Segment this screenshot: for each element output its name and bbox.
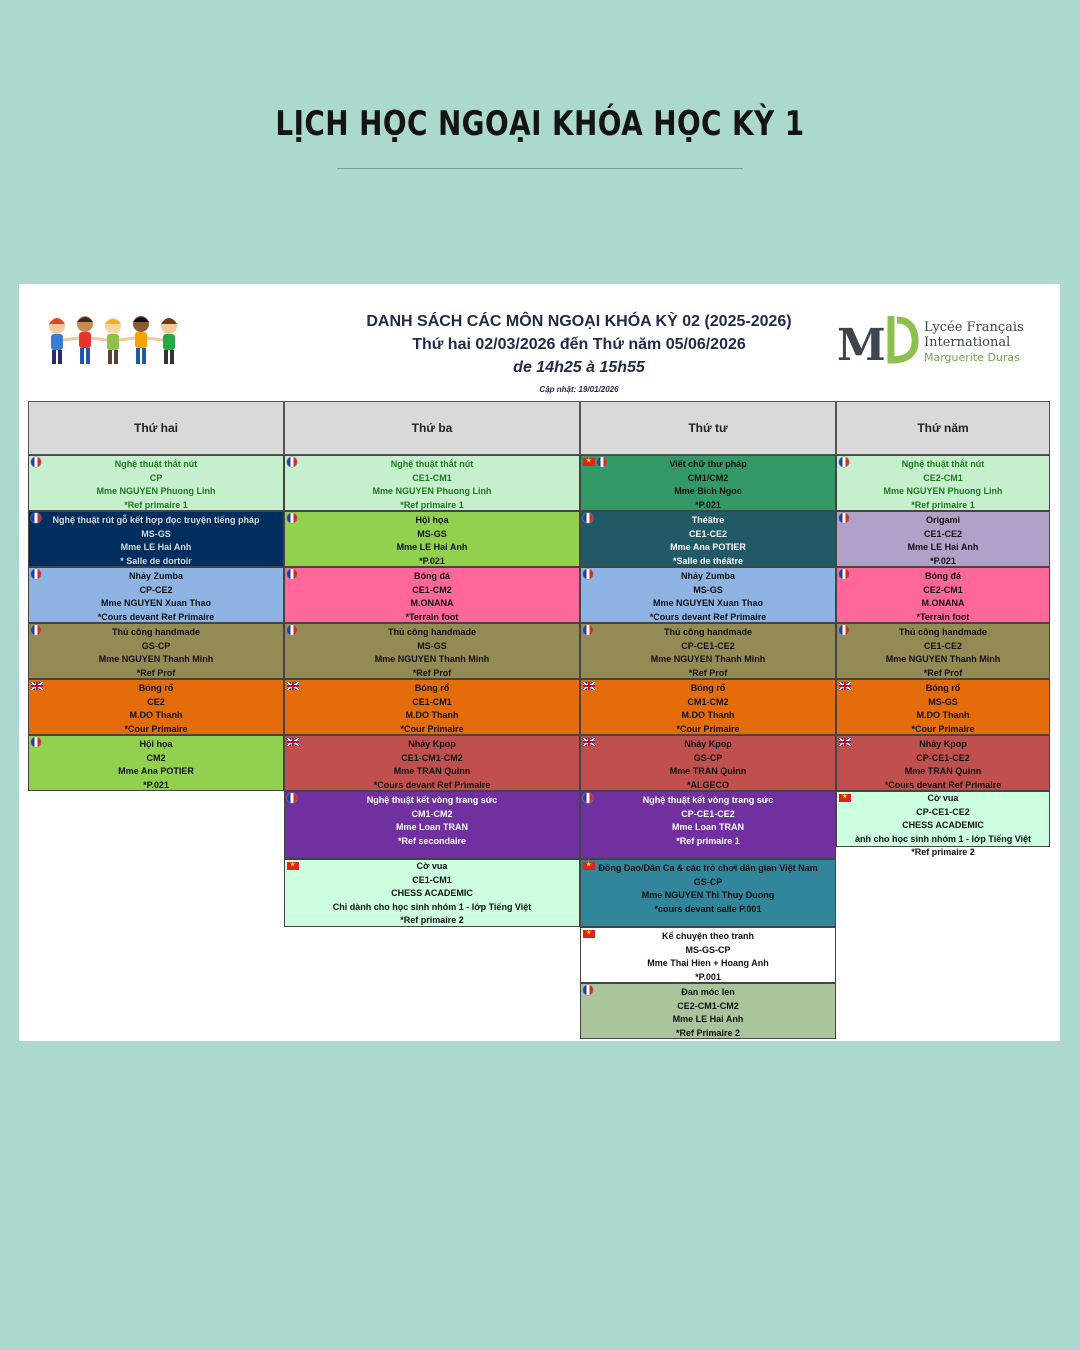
activity-teacher: Mme LE Hai Anh — [672, 1014, 744, 1025]
activity-teacher: ành cho học sinh nhóm 1 - lớp Tiếng Việt — [854, 833, 1032, 844]
activity-location: *Ref Prof — [412, 667, 452, 678]
logo-line-3: Marguerite Duras — [924, 351, 1020, 364]
activity-name: Kể chuyện theo tranh — [661, 931, 754, 941]
activity-teacher: Mme LE Hai Anh — [120, 542, 192, 553]
activity-name: Nhảy Kpop — [919, 739, 967, 749]
activity-teacher: Mme NGUYEN Thanh Minh — [374, 654, 490, 665]
activity-teacher: Mme Bich Ngoc — [674, 486, 742, 497]
activity-teacher: Mme TRAN Quinn — [393, 766, 471, 777]
activity-levels: CP-CE1-CE2 — [681, 808, 735, 819]
activity-teacher: Mme TRAN Quinn — [669, 766, 747, 777]
activity-teacher: Mme NGUYEN Phuong Linh — [883, 486, 1003, 497]
activity-name: Thủ công handmade — [387, 627, 476, 637]
activity-levels: CE1-CM1 — [412, 874, 452, 885]
activity-levels: MS-GS — [693, 584, 723, 595]
flag-fr-icon — [583, 793, 593, 803]
flag-fr-icon — [839, 625, 849, 635]
activity-location: *Ref primaire 1 — [400, 499, 464, 510]
activity-levels: CE2 — [147, 696, 165, 707]
activity-name: Nghệ thuật thắt nút — [114, 459, 198, 469]
activity-levels: MS-GS — [417, 528, 447, 539]
activity-cell — [284, 567, 580, 623]
activity-teacher: M.DO Thanh — [916, 710, 970, 721]
activity-teacher: M.DO Thanh — [129, 710, 183, 721]
activity-name: Cờ vua — [927, 793, 959, 803]
flag-uk-icon — [287, 738, 299, 746]
activity-levels: MS-GS — [141, 528, 171, 539]
activity-location: *Ref primaire 1 — [124, 499, 188, 510]
flag-fr-icon — [31, 737, 41, 747]
flag-fr-icon — [287, 513, 297, 523]
activity-cell — [580, 511, 836, 567]
activity-cell — [284, 679, 580, 735]
day-header: Thứ hai — [28, 401, 284, 455]
activity-levels: MS-GS — [928, 696, 958, 707]
activity-teacher: Mme Loan TRAN — [672, 822, 744, 833]
activity-cell — [28, 511, 284, 567]
flag-fr-icon — [287, 793, 297, 803]
activity-teacher: M.DO Thanh — [405, 710, 459, 721]
flag-fr-icon — [839, 457, 849, 467]
day-header: Thứ ba — [284, 401, 580, 455]
activity-name: Nghệ thuật thắt nút — [390, 459, 474, 469]
activity-levels: CE1-CE2 — [688, 528, 727, 539]
logo-line-1: Lycée Français — [924, 320, 1024, 335]
day-header: Thứ tư — [580, 401, 836, 455]
activity-levels: CE1-CE2 — [923, 528, 962, 539]
activity-location: *P.021 — [930, 555, 956, 566]
activity-name: Nhảy Zumba — [680, 571, 735, 581]
logo-line-2: International — [924, 335, 1011, 350]
activity-name: Nghệ thuật kết vòng trang sức — [642, 795, 774, 805]
activity-location: *ALGECO — [686, 779, 729, 790]
flag-vn-icon — [583, 862, 595, 870]
activity-levels: GS-CP — [141, 640, 171, 651]
activity-location: *Cour Primaire — [911, 723, 975, 734]
flag-fr-icon — [31, 569, 41, 579]
page-title: LỊCH HỌC NGOẠI KHÓA HỌC KỲ 1 — [275, 104, 805, 144]
activity-cell — [836, 567, 1050, 623]
activity-levels: CE1-CM1 — [412, 472, 452, 483]
activity-teacher: Mme TRAN Quinn — [904, 766, 982, 777]
activity-cell — [580, 859, 836, 927]
activity-name: Origami — [925, 515, 960, 525]
activity-name: Thủ công handmade — [111, 627, 200, 637]
flag-fr-icon — [583, 569, 593, 579]
activity-location: *Ref Prof — [688, 667, 728, 678]
activity-levels: MS-GS — [417, 640, 447, 651]
activity-cell — [28, 567, 284, 623]
sheet-updated: Cập nhật: 19/01/2026 — [539, 385, 619, 394]
activity-name: Thủ công handmade — [663, 627, 752, 637]
activity-teacher: Mme Ana POTIER — [670, 542, 746, 553]
activity-cell — [580, 567, 836, 623]
activity-location: * Salle de dortoir — [120, 555, 192, 566]
activity-cell — [284, 791, 580, 859]
activity-name: Bóng rổ — [925, 683, 961, 693]
activity-cell — [284, 859, 580, 927]
activity-name: Nhảy Zumba — [128, 571, 183, 581]
activity-location: *Ref primaire 1 — [676, 835, 740, 846]
activity-cell — [836, 679, 1050, 735]
activity-levels: CE1-CM1-CM2 — [401, 752, 463, 763]
flag-uk-icon — [839, 682, 851, 690]
activity-teacher: Mme NGUYEN Xuan Thao — [100, 598, 211, 609]
activity-location: *Terrain foot — [916, 611, 970, 622]
sheet-dates: Thứ hai 02/03/2026 đến Thứ năm 05/06/2026 — [412, 336, 746, 353]
title-divider — [337, 168, 743, 169]
activity-name: Nhảy Kpop — [408, 739, 456, 749]
activity-cell — [284, 455, 580, 511]
flag-vn-icon — [287, 862, 299, 870]
activity-levels: MS-GS-CP — [685, 944, 731, 955]
flag-fr-icon — [583, 513, 593, 523]
flag-fr-icon — [31, 457, 41, 467]
activity-location: *P.001 — [695, 971, 721, 982]
flag-fr-icon — [839, 513, 849, 523]
activity-teacher: M.DO Thanh — [681, 710, 735, 721]
activity-location: *cours devant salle P.001 — [654, 903, 762, 914]
activity-cell — [580, 679, 836, 735]
activity-teacher: Mme NGUYEN Phuong Linh — [96, 486, 216, 497]
activity-levels: CE2-CM1-CM2 — [677, 1000, 739, 1011]
activity-name: Cờ vua — [416, 861, 448, 871]
activity-teacher: Mme Thai Hien + Hoang Anh — [647, 958, 769, 969]
flag-fr-icon — [583, 625, 593, 635]
activity-teacher: Mme NGUYEN Thanh Minh — [650, 654, 766, 665]
flag-uk-icon — [287, 682, 299, 690]
activity-teacher: Mme NGUYEN Phuong Linh — [372, 486, 492, 497]
flag-vn-icon — [583, 458, 595, 466]
flag-fr-icon — [287, 625, 297, 635]
activity-teacher: CHESS ACADEMIC — [902, 820, 984, 831]
activity-name: Théâtre — [691, 515, 725, 525]
activity-teacher: Mme NGUYEN Thi Thuy Duong — [641, 890, 775, 901]
activity-cell — [836, 735, 1050, 791]
activity-name: Nghệ thuật thắt nút — [901, 459, 985, 469]
activity-teacher: Mme NGUYEN Thanh Minh — [98, 654, 214, 665]
activity-cell — [836, 791, 1050, 858]
activity-location: *Cours devant Ref Primaire — [649, 611, 767, 622]
activity-levels: CE2-CM1 — [923, 472, 963, 483]
activity-name: Viết chữ thư pháp — [669, 459, 747, 469]
activity-location: *Cour Primaire — [400, 723, 464, 734]
activity-location: *Cour Primaire — [676, 723, 740, 734]
activity-cell — [28, 679, 284, 735]
activity-cell — [836, 455, 1050, 511]
activity-levels: CM1-CM2 — [687, 696, 729, 707]
activity-levels: GS-CP — [693, 876, 723, 887]
school-logo-mark — [837, 312, 917, 371]
activity-teacher: Mme NGUYEN Xuan Thao — [652, 598, 763, 609]
activity-levels: CP-CE1-CE2 — [681, 640, 735, 651]
activity-cell — [580, 623, 836, 679]
activity-levels: GS-CP — [693, 752, 723, 763]
flag-fr-icon — [287, 569, 297, 579]
activity-levels: CP — [149, 472, 163, 483]
kids-illustration — [43, 312, 183, 372]
activity-teacher: Mme Loan TRAN — [396, 822, 468, 833]
sheet-title: DANH SÁCH CÁC MÔN NGOẠI KHÓA KỲ 02 (2025-2026) — [366, 313, 792, 330]
activity-teacher: M.ONANA — [921, 598, 965, 609]
flag-uk-icon — [31, 682, 43, 690]
flag-vn-icon — [583, 930, 595, 938]
activity-cell — [28, 455, 284, 511]
activity-teacher: Chỉ dành cho học sinh nhóm 1 - lớp Tiếng Việt — [332, 901, 532, 912]
activity-teacher: CHESS ACADEMIC — [391, 888, 473, 899]
activity-location: *Ref secondaire — [397, 835, 467, 846]
activity-levels: CE1-CE2 — [923, 640, 962, 651]
activity-name: Bóng đá — [925, 571, 961, 581]
activity-name: Hội họa — [415, 515, 449, 525]
activity-location: *Ref Prof — [136, 667, 176, 678]
activity-location: *Ref primaire 2 — [911, 847, 975, 858]
school-logo-text — [924, 320, 1024, 365]
flag-uk-icon — [839, 738, 851, 746]
activity-location: *Ref primaire 2 — [400, 915, 464, 926]
activity-teacher: Mme Ana POTIER — [118, 766, 194, 777]
activity-location: *Salle de théâtre — [672, 555, 744, 566]
flag-uk-icon — [583, 682, 595, 690]
activity-cell — [284, 623, 580, 679]
activity-cell — [580, 791, 836, 859]
activity-name: Bóng đá — [414, 571, 450, 581]
activity-location: *Terrain foot — [405, 611, 459, 622]
activity-cell — [28, 735, 284, 791]
activity-location: *Ref Prof — [923, 667, 963, 678]
activity-location: *Cours devant Ref Primaire — [884, 779, 1002, 790]
activity-name: Bóng rổ — [690, 683, 726, 693]
activity-location: *P.021 — [419, 555, 445, 566]
flag-vn-icon — [839, 794, 851, 802]
activity-name: Hội họa — [139, 739, 173, 749]
activity-cell — [580, 927, 836, 983]
activity-levels: CE1-CM2 — [412, 584, 452, 595]
activity-cell — [580, 455, 836, 511]
activity-levels: CP-CE1-CE2 — [916, 752, 970, 763]
day-header: Thứ năm — [836, 401, 1050, 455]
activity-location: *Cours devant Ref Primaire — [373, 779, 491, 790]
activity-name: Nhảy Kpop — [684, 739, 732, 749]
activity-teacher: Mme LE Hai Anh — [396, 542, 468, 553]
activity-location: *Cour Primaire — [124, 723, 188, 734]
activity-levels: CM1/CM2 — [687, 472, 729, 483]
activity-levels: CE2-CM1 — [923, 584, 963, 595]
activity-location: *Ref primaire 1 — [911, 499, 975, 510]
activity-location: *P.021 — [695, 499, 721, 510]
flag-fr-icon — [597, 457, 607, 467]
schedule-sheet — [19, 284, 1060, 1041]
activity-name: Bóng rổ — [414, 683, 450, 693]
flag-uk-icon — [583, 738, 595, 746]
activity-cell — [580, 735, 836, 791]
activity-name: Nghệ thuật kết vòng trang sức — [366, 795, 498, 805]
activity-name: Nghệ thuật rút gỗ kết hợp đọc truyện tiếng pháp — [52, 515, 260, 525]
activity-levels: CE1-CM1 — [412, 696, 452, 707]
activity-name: Thủ công handmade — [898, 627, 987, 637]
activity-cell — [580, 983, 836, 1039]
activity-cell — [284, 511, 580, 567]
sheet-hours: de 14h25 à 15h55 — [513, 359, 645, 376]
flag-fr-icon — [583, 985, 593, 995]
activity-name: Bóng rổ — [138, 683, 174, 693]
activity-location: *P.021 — [143, 779, 169, 790]
flag-fr-icon — [31, 513, 41, 523]
activity-levels: CM2 — [146, 752, 166, 763]
svg-text:M: M — [837, 320, 886, 371]
activity-name: Đan móc len — [681, 987, 735, 997]
flag-fr-icon — [287, 457, 297, 467]
activity-cell — [836, 623, 1050, 679]
activity-name: Đồng Dao/Dân Ca & các trò chơi dân gian Việt Nam — [598, 863, 818, 873]
activity-teacher: Mme NGUYEN Thanh Minh — [885, 654, 1001, 665]
activity-levels: CP-CE2 — [139, 584, 173, 595]
activity-location: *Ref Primaire 2 — [675, 1027, 741, 1038]
activity-teacher: M.ONANA — [410, 598, 454, 609]
flag-fr-icon — [839, 569, 849, 579]
activity-cell — [284, 735, 580, 791]
activity-location: *Cours devant Ref Primaire — [97, 611, 215, 622]
activity-cell — [836, 511, 1050, 567]
activity-levels: CM1-CM2 — [411, 808, 453, 819]
activity-teacher: Mme LE Hai Anh — [907, 542, 979, 553]
activity-cell — [28, 623, 284, 679]
activity-levels: CP-CE1-CE2 — [916, 806, 970, 817]
flag-fr-icon — [31, 625, 41, 635]
